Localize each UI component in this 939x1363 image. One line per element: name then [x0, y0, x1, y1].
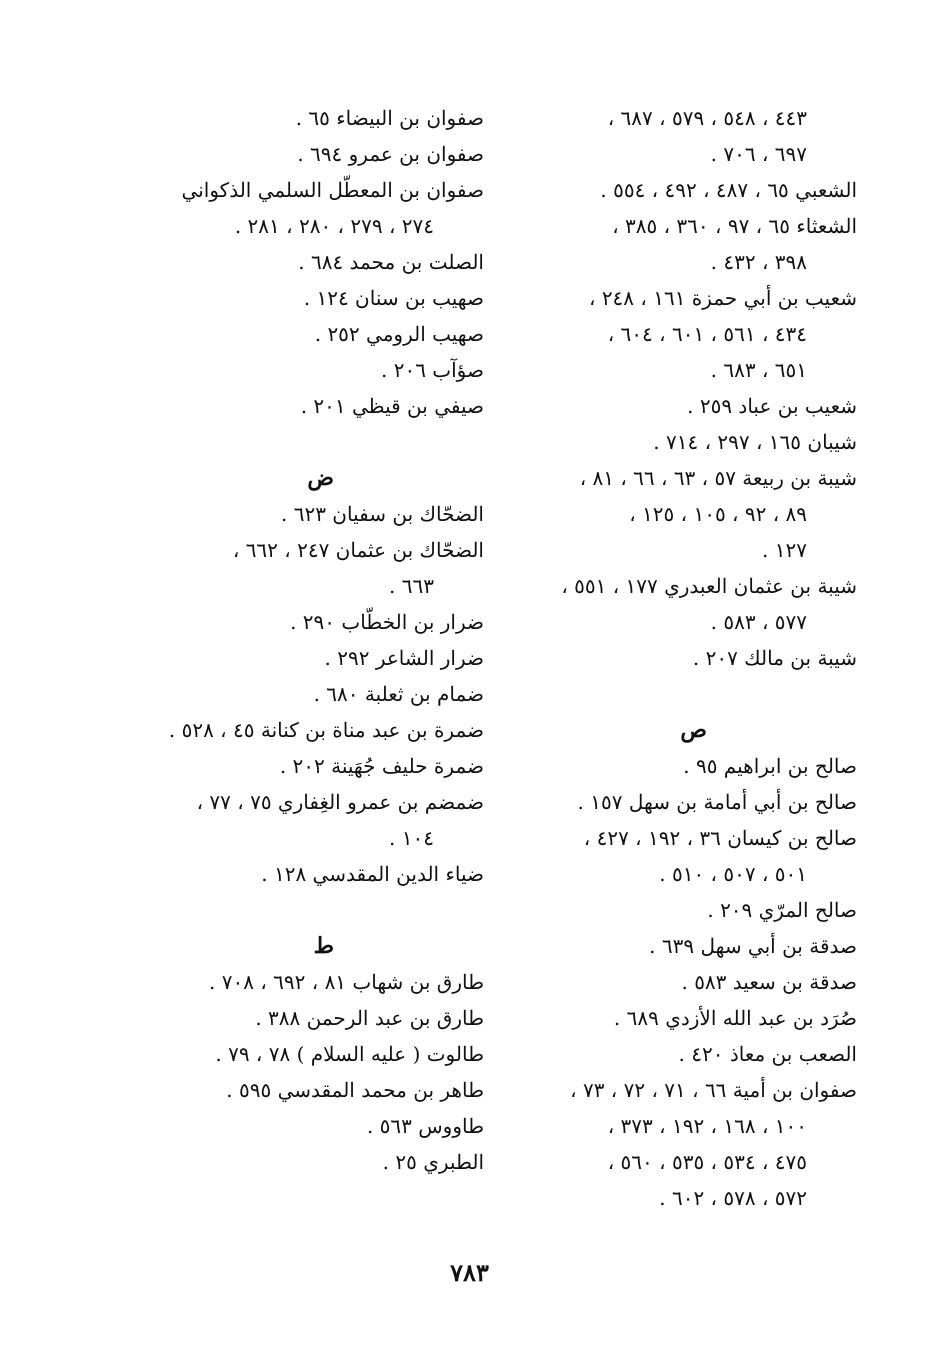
index-entry: صُرَد بن عبد الله الأزدي ٦٨٩ .: [613, 1006, 857, 1030]
index-entry: طالوت ( عليه السلام ) ٧٨ ، ٧٩ .: [215, 1042, 484, 1066]
index-entry-continuation: ٤٤٣ ، ٥٤٨ ، ٥٧٩ ، ٦٨٧ ،: [607, 106, 807, 130]
index-entry-continuation: ٥٧٧ ، ٥٨٣ .: [710, 610, 807, 634]
index-entry-continuation: ٥٧٢ ، ٥٧٨ ، ٦٠٢ .: [659, 1186, 807, 1210]
section-letter-heading: ط: [313, 933, 334, 959]
index-entry: شيبة بن عثمان العبدري ١٧٧ ، ٥٥١ ،: [561, 574, 857, 598]
index-entry: شعيب بن أبي حمزة ١٦١ ، ٢٤٨ ،: [589, 286, 857, 310]
index-entry: الصلت بن محمد ٦٨٤ .: [298, 250, 484, 274]
index-entry: صهيب بن سنان ١٢٤ .: [303, 286, 484, 310]
section-gap: [149, 892, 484, 928]
index-entry: صالح بن ابراهيم ٩٥ .: [683, 754, 857, 778]
index-entry-continuation: ٦٦٣ .: [389, 574, 434, 598]
index-entry: ضمام بن ثعلبة ٦٨٠ .: [313, 682, 484, 706]
index-entry: الشعثاء ٦٥ ، ٩٧ ، ٣٦٠ ، ٣٨٥ ،: [612, 214, 857, 238]
index-column-left: [149, 100, 484, 1180]
page-number: ٧٨٣: [450, 1258, 489, 1287]
index-entry: شيبان ١٦٥ ، ٢٩٧ ، ٧١٤ .: [653, 430, 857, 454]
index-entry: صالح بن أبي أمامة بن سهل ١٥٧ .: [577, 790, 857, 814]
index-entry-continuation: ٦٩٧ ، ٧٠٦ .: [710, 142, 807, 166]
index-entry-continuation: ٣٩٨ ، ٤٣٢ .: [710, 250, 807, 274]
index-entry-continuation: ٤٣٤ ، ٥٦١ ، ٦٠١ ، ٦٠٤ ،: [607, 322, 807, 346]
index-entry: ضياء الدين المقدسي ١٢٨ .: [261, 862, 484, 886]
index-entry: ضمضم بن عمرو الغِفاري ٧٥ ، ٧٧ ،: [196, 790, 484, 814]
index-entry-continuation: ١٠٠ ، ١٦٨ ، ١٩٢ ، ٣٧٣ ،: [607, 1114, 807, 1138]
index-entry: صيفي بن قيظي ٢٠١ .: [300, 394, 484, 418]
index-entry: صدقة بن سعيد ٥٨٣ .: [681, 970, 857, 994]
index-entry: طاهر بن محمد المقدسي ٥٩٥ .: [226, 1078, 484, 1102]
index-entry: صهيب الرومي ٢٥٢ .: [314, 322, 484, 346]
index-entry-continuation: ٨٩ ، ٩٢ ، ١٠٥ ، ١٢٥ ،: [629, 502, 807, 526]
index-entry: شيبة بن ربيعة ٥٧ ، ٦٣ ، ٦٦ ، ٨١ ،: [579, 466, 857, 490]
index-entry-continuation: ٥٠١ ، ٥٠٧ ، ٥١٠ .: [659, 862, 807, 886]
index-entry: صدقة بن أبي سهل ٦٣٩ .: [649, 934, 857, 958]
index-entry: صالح بن كيسان ٣٦ ، ١٩٢ ، ٤٢٧ ،: [583, 826, 857, 850]
section-letter-heading: ص: [680, 717, 707, 743]
index-entry-continuation: ٤٧٥ ، ٥٣٤ ، ٥٣٥ ، ٥٦٠ ،: [607, 1150, 807, 1174]
section-gap: [517, 676, 857, 712]
index-entry: ضمرة بن عبد مناة بن كنانة ٤٥ ، ٥٢٨ .: [168, 718, 484, 742]
index-entry: صالح المرّي ٢٠٩ .: [707, 898, 857, 922]
section-gap: [149, 424, 484, 460]
index-entry: الطبري ٢٥ .: [382, 1150, 484, 1174]
index-entry-continuation: ١٢٧ .: [762, 538, 807, 562]
index-entry: طارق بن شهاب ٨١ ، ٦٩٢ ، ٧٠٨ .: [209, 970, 484, 994]
index-column-right: [517, 100, 857, 1216]
index-entry: صفوان بن البيضاء ٦٥ .: [295, 106, 484, 130]
index-entry: ضرار بن الخطّاب ٢٩٠ .: [290, 610, 484, 634]
index-entry: طاووس ٥٦٣ .: [366, 1114, 484, 1138]
index-entry: طارق بن عبد الرحمن ٣٨٨ .: [255, 1006, 484, 1030]
index-entry: ضمرة حليف جُهَينة ٢٠٢ .: [279, 754, 484, 778]
index-entry-continuation: ١٠٤ .: [389, 826, 434, 850]
index-entry: الصعب بن معاذ ٤٢٠ .: [678, 1042, 857, 1066]
index-entry: الضحّاك بن عثمان ٢٤٧ ، ٦٦٢ ،: [232, 538, 484, 562]
index-entry: شعيب بن عباد ٢٥٩ .: [687, 394, 857, 418]
index-entry: صؤآب ٢٠٦ .: [380, 358, 484, 382]
index-entry-continuation: ٢٧٤ ، ٢٧٩ ، ٢٨٠ ، ٢٨١ .: [234, 214, 434, 238]
index-entry: صفوان بن عمرو ٦٩٤ .: [297, 142, 484, 166]
index-entry: ضرار الشاعر ٢٩٢ .: [324, 646, 484, 670]
index-entry: صفوان بن المعطّل السلمي الذكواني: [181, 178, 484, 202]
index-entry: الشعبي ٦٥ ، ٤٨٧ ، ٤٩٢ ، ٥٥٤ .: [600, 178, 857, 202]
index-entry: شيبة بن مالك ٢٠٧ .: [692, 646, 857, 670]
index-entry: صفوان بن أمية ٦٦ ، ٧١ ، ٧٢ ، ٧٣ ،: [570, 1078, 857, 1102]
index-entry: الضحّاك بن سفيان ٦٢٣ .: [281, 502, 484, 526]
section-letter-heading: ض: [307, 465, 334, 491]
index-entry-continuation: ٦٥١ ، ٦٨٣ .: [710, 358, 807, 382]
